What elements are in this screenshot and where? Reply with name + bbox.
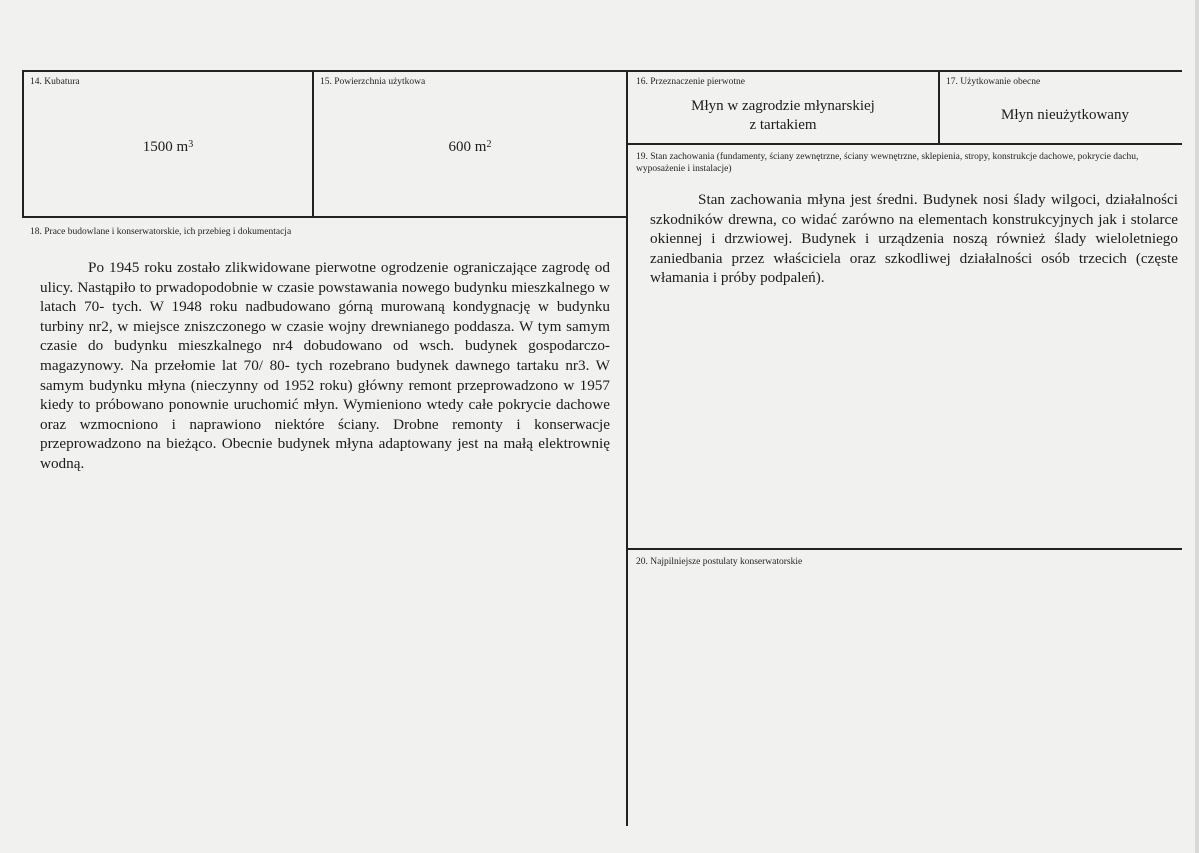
field-15-value: 600 $m^2$ xyxy=(448,139,492,155)
field-16-value-line2: z tartakiem xyxy=(749,117,817,133)
field-16-value xyxy=(628,97,938,135)
line-under-14-15 xyxy=(22,216,627,218)
top-border xyxy=(22,70,1182,72)
divider-center xyxy=(626,70,628,826)
line-under-16-17 xyxy=(628,143,1182,145)
field-14-value: 1500 $m^3$ xyxy=(142,139,194,155)
field-19-text: Stan zachowania młyna jest średni. Budynek nosi ślady wilgoci, działalności szkodników drewna, co widać zarówno na elementach konstrukcyjnych jak i stolarce okiennej i drzwiowej. Budynek i urządzenia noszą również ślady wieloletniego zaniedbania przez właściciela oraz szkodliwej działalności osób trzecich (częste włamania i próby podpaleń). xyxy=(650,191,1178,287)
field-16-value-line1: Młyn w zagrodzie młynarskiej xyxy=(691,98,875,114)
field-17-value: Młyn nieużytkowany xyxy=(1001,107,1129,123)
field-20-label: 20. Najpilniejsze postulaty konserwatorskie xyxy=(636,557,803,567)
field-19-label: 19. Stan zachowania (fundamenty, ściany zewnętrzne, ściany wewnętrzne, sklepienia, stropy, konstrukcje dachowe, pokrycie dachu, wyposażenie i instalacje) xyxy=(636,152,1139,174)
field-18-label: 18. Prace budowlane i konserwatorskie, ich przebieg i dokumentacja xyxy=(30,227,292,237)
field-15-label: 15. Powierzchnia użytkowa xyxy=(320,77,426,87)
field-17-label: 17. Użytkowanie obecne xyxy=(946,77,1041,87)
right-page-edge xyxy=(1195,0,1199,853)
field-18-text: Po 1945 roku zostało zlikwidowane pierwotne ogrodzenie ograniczające zagrodę od ulicy. Nastąpiło to prwadopodobnie w czasie powstawania nowego budynku mieszkalnego w latach 70- tych. W 1948 roku nadbudowano górną murowaną kondygnację w budynku turbiny nr2, w miejsce zniszczonego w czasie wojny drewnianego poddasza. W tym samym czasie do budynku mieszkalnego nr4 dobudowano od wsch. budynek gospodarczo- magazynowy. Na przełomie lat 70/ 80- tych rozebrano budynek dawnego tartaku nr3. W samym budynku młyna (nieczynny od 1952 roku) główny remont przeprowadzono w 1957 kiedy to próbowano ponownie uruchomić młyn. Wymieniono wtedy całe pokrycie dachowe oraz wzmocniono i naprawiono niektóre ściany. Drobne remonty i konserwacje przeprowadzono na bieżąco. Obecnie budynek młyna adaptowany jest na małą elektrownię wodną. xyxy=(40,259,610,472)
field-16-label: 16. Przeznaczenie pierwotne xyxy=(636,77,745,87)
line-above-20 xyxy=(628,548,1182,550)
field-14-label: 14. Kubatura xyxy=(30,77,80,87)
